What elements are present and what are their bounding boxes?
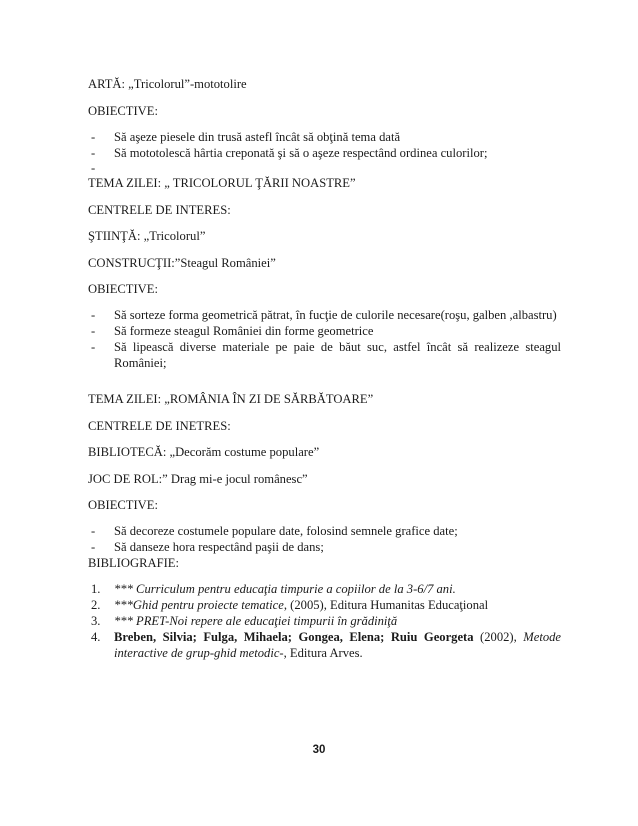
bibliography-heading: BIBLIOGRAFIE: (88, 556, 179, 570)
bullet-dash: - (91, 308, 96, 322)
page-number: 30 (312, 744, 326, 756)
bib-entry-4 (114, 629, 561, 645)
art-title: ARTĂ: „Tricolorul”-mototolire (88, 77, 247, 91)
objective-item: Să decoreze costumele populare date, folosind semnele grafice date; (114, 524, 458, 538)
bullet-dash: - (91, 146, 96, 160)
bullet-dash: - (91, 540, 96, 554)
construction-center: CONSTRUCŢII:”Steagul României” (88, 256, 276, 270)
objective-item-continuation: României; (114, 356, 167, 370)
bullet-dash: - (91, 340, 96, 354)
bib-number: 1. (91, 582, 101, 596)
bullet-dash: - (91, 324, 96, 338)
theme-title-1: TEMA ZILEI: „ TRICOLORUL ŢĂRII NOASTRE” (88, 176, 356, 190)
objective-item: Să aşeze piesele din trusă astefl încât să obţină tema dată (114, 130, 401, 144)
bib-entry-1 (114, 581, 456, 597)
bib-title: Metode (523, 630, 561, 644)
bullet-dash: - (91, 524, 96, 538)
bib-entry-2 (114, 597, 488, 613)
objective-item: Să danseze hora respectând paşii de dans; (114, 540, 324, 554)
objectives-heading-3: OBIECTIVE: (88, 498, 158, 512)
objectives-heading-2: OBIECTIVE: (88, 282, 158, 296)
science-center: ŞTIINŢĂ: „Tricolorul” (88, 229, 206, 243)
bib-number: 2. (91, 598, 101, 612)
centers-heading-1: CENTRELE DE INTERES: (88, 203, 231, 217)
bullet-dash: - (91, 130, 96, 144)
bib-number: 4. (91, 630, 101, 644)
bib-details: , (2005), Editura Humanitas Educaţional (283, 598, 489, 612)
centers-heading-2: CENTRELE DE INETRES: (88, 419, 231, 433)
bib-title: interactive de grup-ghid metodic- (114, 646, 284, 660)
objective-item: Să sorteze forma geometrică pătrat, în fucţie de culorile necesare(roşu, galben ,albastru) (114, 308, 557, 322)
bib-title: ***Ghid pentru proiecte tematice (114, 598, 284, 612)
bib-entry-3 (114, 613, 397, 629)
objective-item: Să lipească diverse materiale pe paie de băut suc, astfel încât să realizeze steagul (114, 340, 561, 354)
objective-item: Să mototolescă hârtia creponată şi să o aşeze respectând ordinea culorilor; (114, 146, 488, 160)
bib-number: 3. (91, 614, 101, 628)
library-center: BIBLIOTECĂ: „Decorăm costume populare” (88, 445, 320, 459)
bib-title: *** Curriculum pentru educaţia timpurie a copiilor de la 3-6/7 ani. (114, 582, 456, 596)
objective-item: Să formeze steagul României din forme geometrice (114, 324, 374, 338)
theme-title-2: TEMA ZILEI: „ROMÂNIA ÎN ZI DE SĂRBĂTOARE” (88, 392, 374, 406)
bib-entry-4-continuation (114, 645, 363, 661)
bib-authors: Breben, Silvia; Fulga, Mihaela; Gongea, Elena; Ruiu Georgeta (114, 630, 474, 644)
bullet-dash: - (91, 161, 96, 175)
bib-publisher: , Editura Arves. (283, 646, 363, 660)
role-play-center: JOC DE ROL:” Drag mi-e jocul românesc” (88, 472, 308, 486)
objectives-heading-1: OBIECTIVE: (88, 104, 158, 118)
bib-year: (2002), (473, 630, 524, 644)
bib-title: *** PRET-Noi repere ale educaţiei timpurii în grădiniţă (114, 614, 398, 628)
